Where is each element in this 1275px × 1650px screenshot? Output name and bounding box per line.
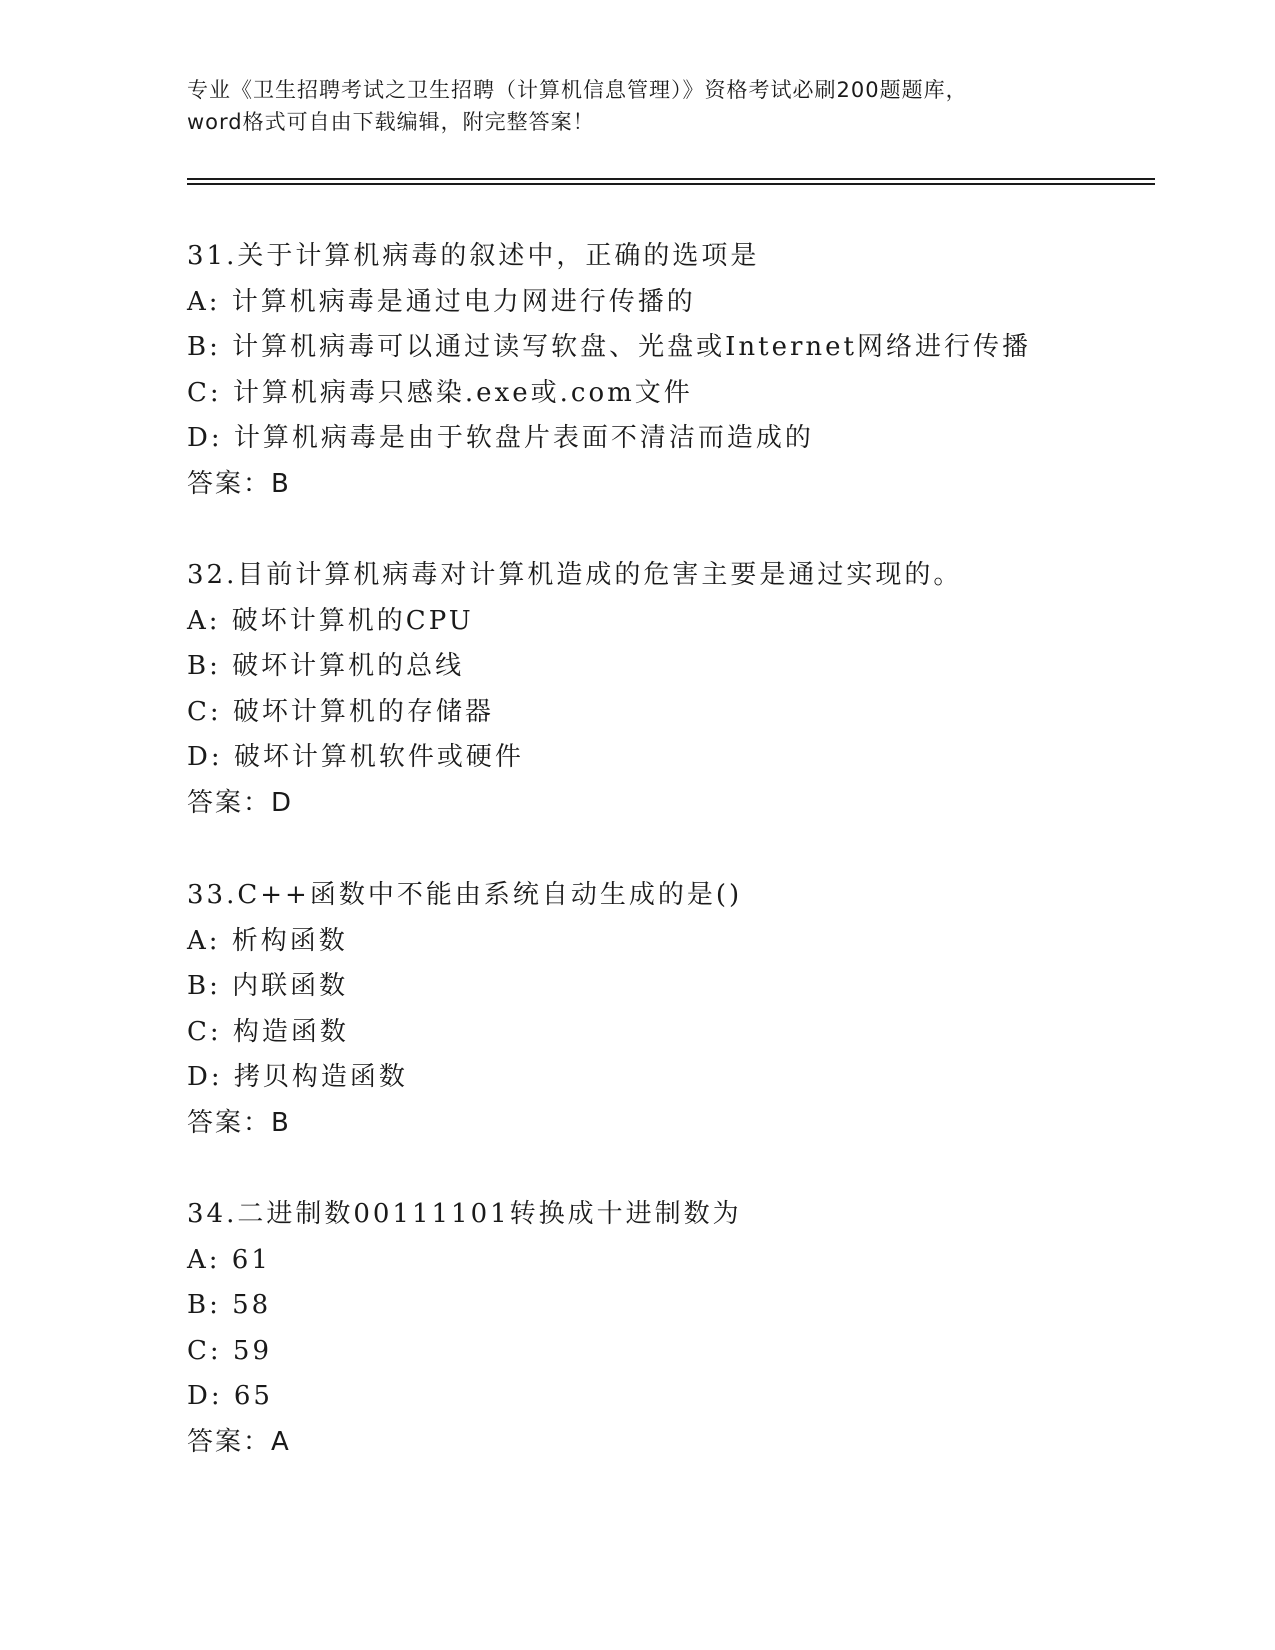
document-header (187, 74, 1087, 138)
question-32 (187, 553, 1187, 826)
header-divider-bottom (187, 183, 1155, 185)
answer: 答案：B (187, 468, 291, 499)
option-a: A: 61 (187, 1244, 271, 1275)
option-d: D: 65 (187, 1381, 273, 1411)
option-a: A: 计算机病毒是通过电力网进行传播的 (187, 286, 696, 317)
option-d: D: 计算机病毒是由于软盘片表面不清洁而造成的 (187, 423, 814, 453)
option-b: B: 58 (187, 1290, 272, 1320)
option-c: C: 破坏计算机的存储器 (187, 696, 494, 727)
question-34 (187, 1192, 1187, 1465)
header-divider-top (187, 178, 1155, 180)
option-a: A: 破坏计算机的CPU (187, 605, 474, 636)
option-c: C: 构造函数 (187, 1016, 349, 1047)
answer: 答案：A (187, 1426, 291, 1457)
header-line-1: 专业《卫生招聘考试之卫生招聘（计算机信息管理）》资格考试必刷200题题库， (187, 78, 968, 102)
question-stem: 32.目前计算机病毒对计算机造成的危害主要是通过实现的。 (187, 560, 963, 590)
option-b: B: 内联函数 (187, 971, 349, 1001)
option-d: D: 破坏计算机软件或硬件 (187, 742, 524, 772)
question-stem: 31.关于计算机病毒的叙述中，正确的选项是 (187, 241, 760, 271)
option-c: C: 计算机病毒只感染.exe或.com文件 (187, 377, 693, 408)
question-stem: 33.C++函数中不能由系统自动生成的是() (187, 880, 743, 910)
option-b: B: 计算机病毒可以通过读写软盘、光盘或Internet网络进行传播 (187, 332, 1031, 362)
option-b: B: 破坏计算机的总线 (187, 651, 465, 681)
header-line-2: word格式可自由下载编辑，附完整答案！ (187, 110, 595, 134)
option-d: D: 拷贝构造函数 (187, 1062, 408, 1092)
answer: 答案：B (187, 1107, 291, 1138)
option-c: C: 59 (187, 1335, 273, 1366)
answer: 答案：D (187, 787, 294, 818)
question-stem: 34.二进制数00111101转换成十进制数为 (187, 1199, 742, 1229)
question-31 (187, 234, 1187, 507)
option-a: A: 析构函数 (187, 925, 348, 956)
question-33 (187, 873, 1187, 1146)
